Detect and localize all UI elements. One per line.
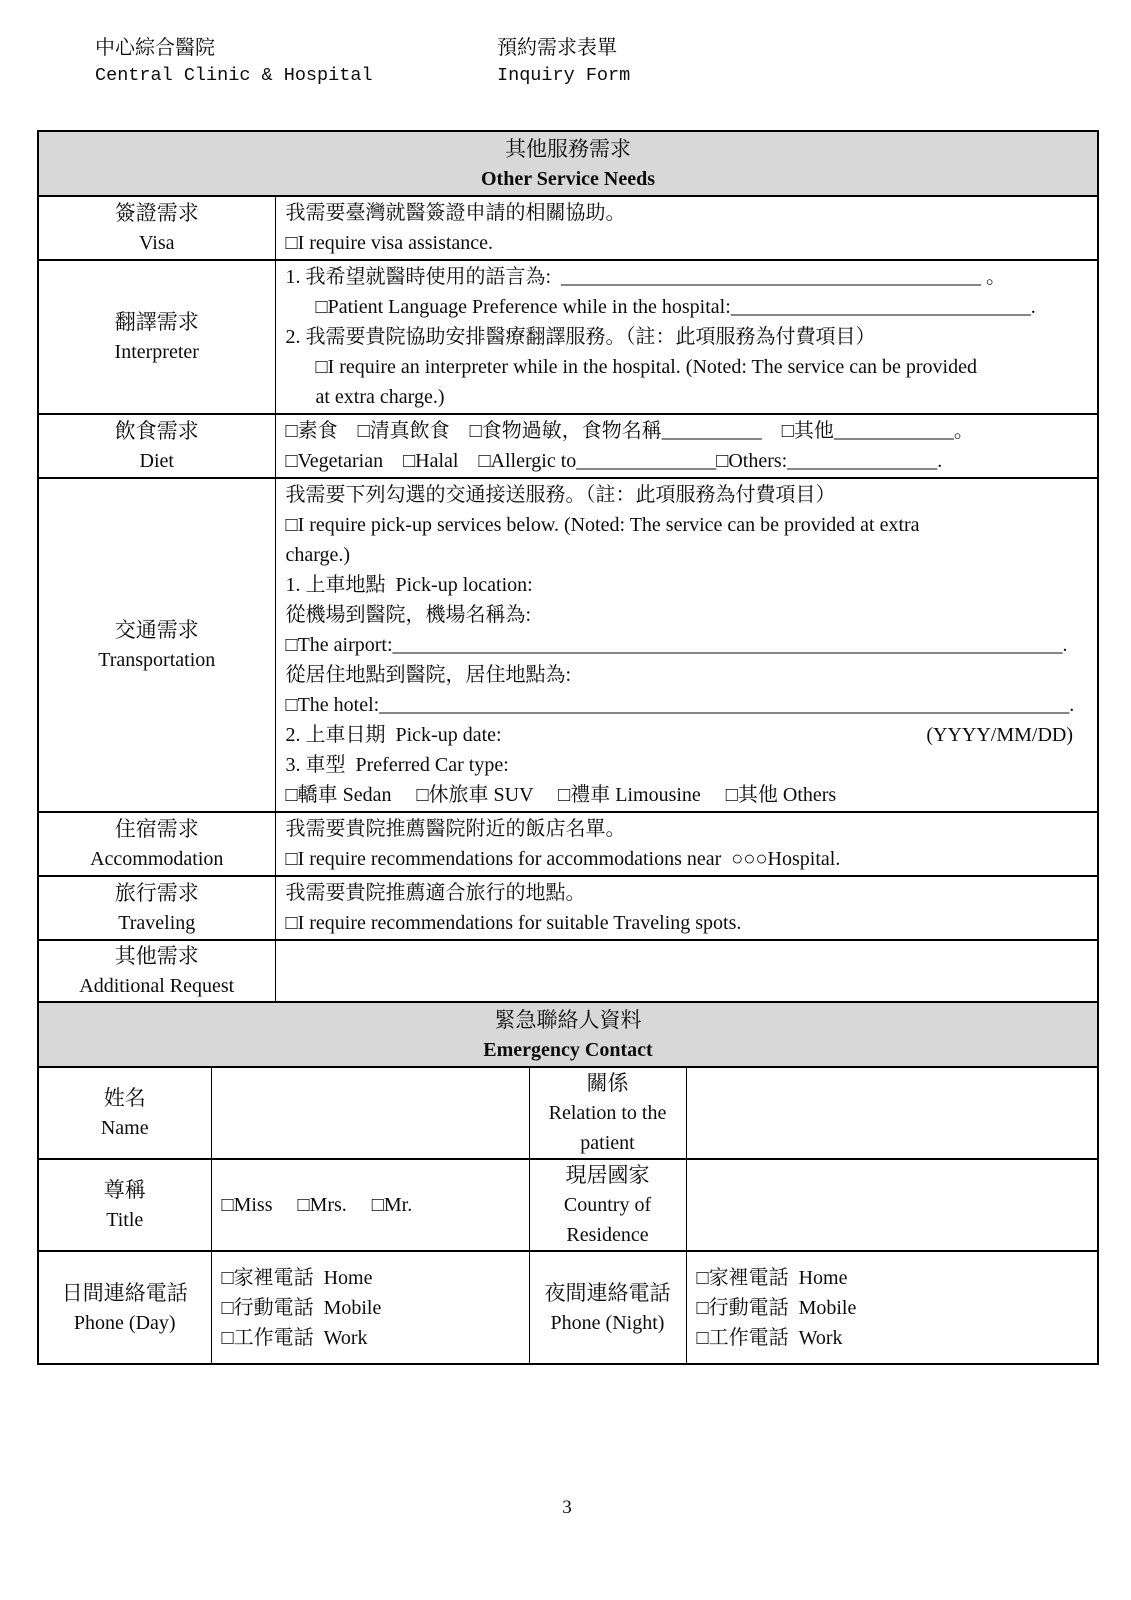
- row-traveling: [38, 876, 1098, 940]
- service-title-en: Other Service Needs: [480, 168, 656, 190]
- row-diet: [38, 414, 1098, 478]
- checkbox-line: □家裡電話 Home: [221, 1266, 373, 1289]
- title-options: [211, 1159, 529, 1251]
- emergency-title-zh: 緊急聯絡人資料: [494, 1008, 642, 1032]
- inquiry-form-table: [37, 130, 1099, 1365]
- phone-night-label-en: Phone (Night): [550, 1311, 665, 1334]
- checkbox-line: □Vegetarian □Halal □Allergic to______________□Others:_______________.: [285, 450, 943, 472]
- accommodation-label-zh: 住宿需求: [114, 817, 199, 841]
- country-write-in-area: [686, 1159, 1098, 1251]
- additional-request-label-zh: 其他需求: [114, 944, 199, 968]
- accommodation-content: [275, 812, 1098, 876]
- checkbox-line: □I require recommendations for accommodations near ○○○Hospital.: [285, 848, 841, 870]
- checkbox-line: □家裡電話 Home: [696, 1266, 848, 1289]
- diet-label-en: Diet: [139, 450, 174, 472]
- form-line: 從居住地點到醫院，居住地點為:: [285, 664, 572, 686]
- relation-label-en: Relation to the patient: [548, 1102, 667, 1154]
- checkbox-line: □行動電話 Mobile: [696, 1296, 857, 1319]
- name-write-in-area: [211, 1067, 529, 1159]
- checkbox-line: □行動電話 Mobile: [221, 1296, 382, 1319]
- phone-night-label: [529, 1251, 686, 1364]
- emergency-section-title: [38, 1002, 1098, 1067]
- row-title: [38, 1159, 1098, 1251]
- form-title-en: Inquiry Form: [497, 65, 631, 86]
- interpreter-label-zh: 翻譯需求: [114, 310, 199, 334]
- form-line: 我需要下列勾選的交通接送服務。（註：此項服務為付費項目）: [285, 484, 836, 506]
- traveling-label-zh: 旅行需求: [114, 881, 199, 905]
- diet-content: [275, 414, 1098, 478]
- hospital-name-en: Central Clinic & Hospital: [95, 65, 373, 86]
- title-label: [38, 1159, 211, 1251]
- traveling-label: [38, 876, 275, 940]
- service-title-zh: 其他服務需求: [505, 137, 631, 161]
- accommodation-label-en: Accommodation: [90, 848, 224, 870]
- checkbox-line: □工作電話 Work: [221, 1326, 368, 1349]
- visa-label-zh: 簽證需求: [114, 201, 199, 225]
- transportation-label-zh: 交通需求: [114, 618, 199, 642]
- traveling-label-en: Traveling: [118, 912, 196, 934]
- checkbox-line: □I require pick-up services below. (Noted: The service can be provided at extra: [285, 514, 920, 536]
- phone-day-label-en: Phone (Day): [73, 1311, 176, 1334]
- pickup-date-line: [286, 720, 1088, 750]
- diet-label: [38, 414, 275, 478]
- form-line: 2. 上車日期 Pick-up date:: [285, 724, 502, 746]
- date-format-hint: (YYYY/MM/DD): [926, 724, 1074, 746]
- row-transportation: [38, 478, 1098, 812]
- additional-request-label-en: Additional Request: [79, 975, 235, 997]
- title-label-en: Title: [106, 1209, 144, 1231]
- row-phone: [38, 1251, 1098, 1364]
- relation-label-zh: 關係: [586, 1071, 629, 1095]
- emergency-section-header: [38, 1002, 1098, 1067]
- row-accommodation: [38, 812, 1098, 876]
- page-number: 3: [562, 1497, 572, 1518]
- form-line: 3. 車型 Preferred Car type:: [285, 754, 509, 776]
- relation-write-in-area: [686, 1067, 1098, 1159]
- title-label-zh: 尊稱: [103, 1178, 146, 1202]
- visa-label-en: Visa: [139, 232, 175, 254]
- interpreter-content: [275, 260, 1098, 414]
- form-line: 1. 上車地點 Pick-up location:: [285, 574, 533, 596]
- interpreter-label-en: Interpreter: [114, 341, 199, 363]
- checkbox-line: □工作電話 Work: [696, 1326, 843, 1349]
- checkbox-line: □素食 □清真飲食 □食物過敏，食物名稱__________ □其他____________。: [285, 420, 974, 442]
- service-section-title: [38, 131, 1098, 196]
- form-title-zh: 預約需求表單: [497, 38, 617, 61]
- phone-night-options: [686, 1251, 1098, 1364]
- traveling-content: [275, 876, 1098, 940]
- hospital-name-block: [95, 36, 373, 89]
- row-name: [38, 1067, 1098, 1159]
- transportation-label: [38, 478, 275, 812]
- phone-day-label: [38, 1251, 211, 1364]
- phone-day-label-zh: 日間連絡電話: [61, 1280, 188, 1305]
- form-line: 2. 我需要貴院協助安排醫療翻譯服務。（註：此項服務為付費項目）: [285, 326, 876, 348]
- emergency-title-en: Emergency Contact: [483, 1039, 653, 1061]
- accommodation-label: [38, 812, 275, 876]
- country-label-zh: 現居國家: [565, 1163, 650, 1187]
- visa-label: [38, 196, 275, 260]
- form-line: 從機場到醫院，機場名稱為:: [285, 604, 532, 626]
- checkbox-line: □The hotel:_____________________________________________________________________.: [285, 694, 1075, 716]
- visa-content: [275, 196, 1098, 260]
- service-section-header: [38, 131, 1098, 196]
- additional-request-label: [38, 940, 275, 1002]
- phone-night-label-zh: 夜間連絡電話: [544, 1280, 671, 1305]
- form-line: 我需要貴院推薦醫院附近的飯店名單。: [285, 818, 626, 840]
- transportation-content: [275, 478, 1098, 812]
- checkbox-line: □I require an interpreter while in the hospital. (Noted: The service can be provided: [315, 356, 977, 378]
- country-label-en: Country of Residence: [563, 1194, 652, 1246]
- checkbox-line: □I require recommendations for suitable Traveling spots.: [285, 912, 742, 934]
- form-line: 1. 我希望就醫時使用的語言為: __________________________________________ 。: [285, 266, 1007, 288]
- checkbox-line: □轎車 Sedan □休旅車 SUV □禮車 Limousine □其他 Others: [285, 784, 837, 806]
- row-additional-request: [38, 940, 1098, 1002]
- diet-label-zh: 飲食需求: [114, 419, 199, 443]
- phone-day-options: [211, 1251, 529, 1364]
- name-label-en: Name: [100, 1117, 149, 1139]
- row-visa: [38, 196, 1098, 260]
- form-line: at extra charge.): [315, 386, 445, 408]
- additional-request-write-in-area: [275, 940, 1098, 1002]
- relation-label: [529, 1067, 686, 1159]
- checkbox-line: □Miss □Mrs. □Mr.: [221, 1194, 413, 1216]
- form-line: charge.): [285, 544, 351, 566]
- hospital-name-zh: 中心綜合醫院: [95, 38, 215, 61]
- form-line: 我需要貴院推薦適合旅行的地點。: [285, 882, 586, 904]
- form-title-block: [497, 36, 630, 89]
- checkbox-line: □I require visa assistance.: [285, 232, 494, 254]
- checkbox-line: □Patient Language Preference while in the hospital:______________________________.: [315, 296, 1036, 318]
- row-interpreter: [38, 260, 1098, 414]
- transportation-label-en: Transportation: [98, 649, 216, 671]
- checkbox-line: □The airport:___________________________________________________________________.: [285, 634, 1068, 656]
- form-line: 我需要臺灣就醫簽證申請的相關協助。: [285, 202, 626, 224]
- interpreter-label: [38, 260, 275, 414]
- country-label: [529, 1159, 686, 1251]
- name-label-zh: 姓名: [103, 1086, 146, 1110]
- name-label: [38, 1067, 211, 1159]
